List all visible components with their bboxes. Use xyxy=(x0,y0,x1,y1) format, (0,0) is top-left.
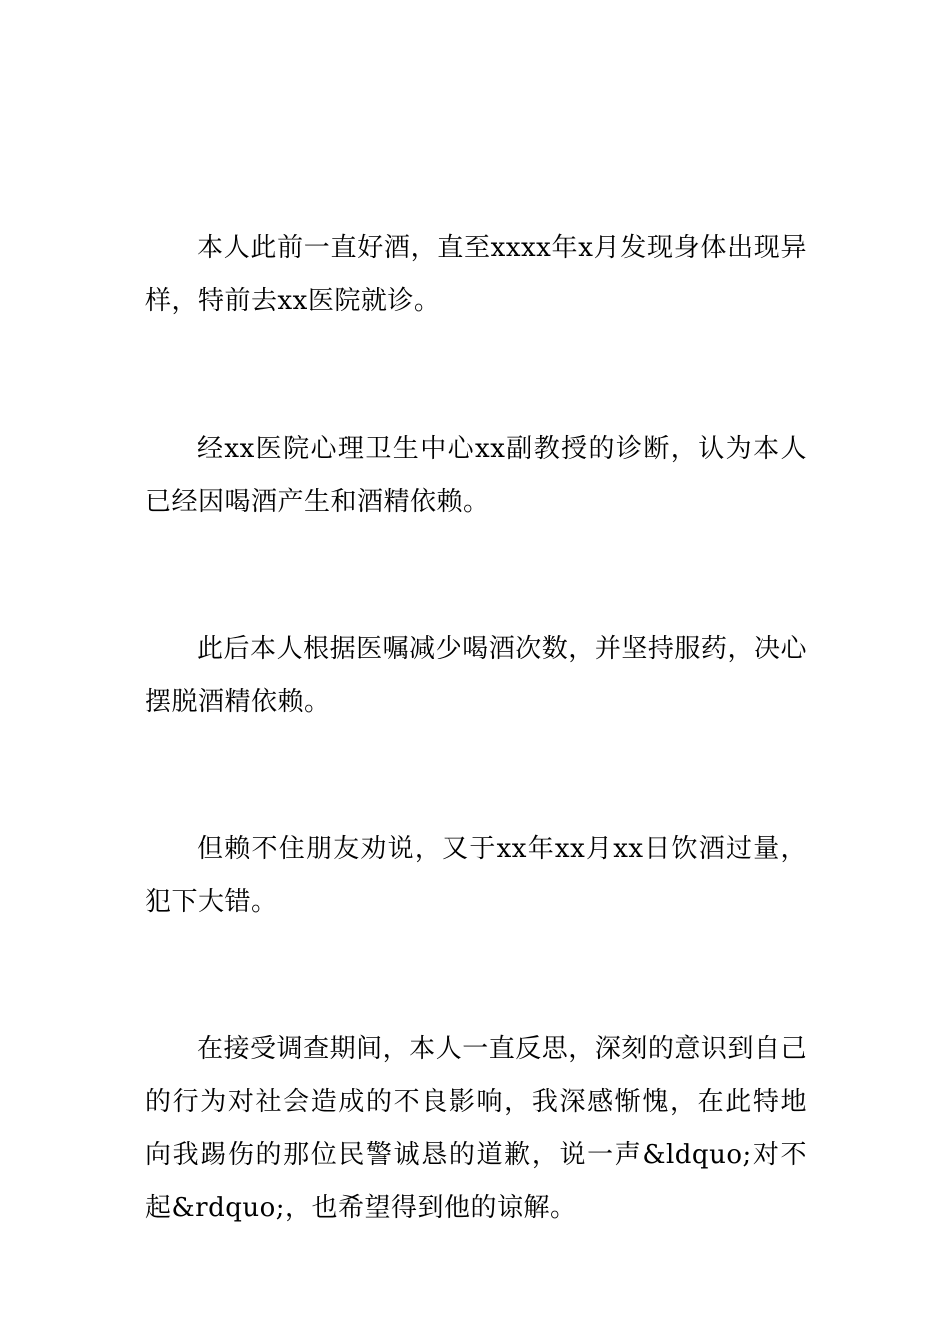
paragraph-5: 在接受调查期间，本人一直反思，深刻的意识到自己的行为对社会造成的不良影响，我深感惭愧，在此特地向我踢伤的那位民警诚恳的道歉，说一声&ldquo;对不起&rdquo;，也希望得到他的谅解。 xyxy=(145,1034,807,1223)
paragraph-4: 但赖不住朋友劝说，又于xx年xx月xx日饮酒过量，犯下大错。 xyxy=(145,834,807,917)
paragraph-3: 此后本人根据医嘱减少喝酒次数，并坚持服药，决心摆脱酒精依赖。 xyxy=(145,634,807,717)
paragraph-2: 经xx医院心理卫生中心xx副教授的诊断，认为本人已经因喝酒产生和酒精依赖。 xyxy=(145,434,807,517)
paragraph-1: 本人此前一直好酒，直至xxxx年x月发现身体出现异样，特前去xx医院就诊。 xyxy=(145,233,807,316)
